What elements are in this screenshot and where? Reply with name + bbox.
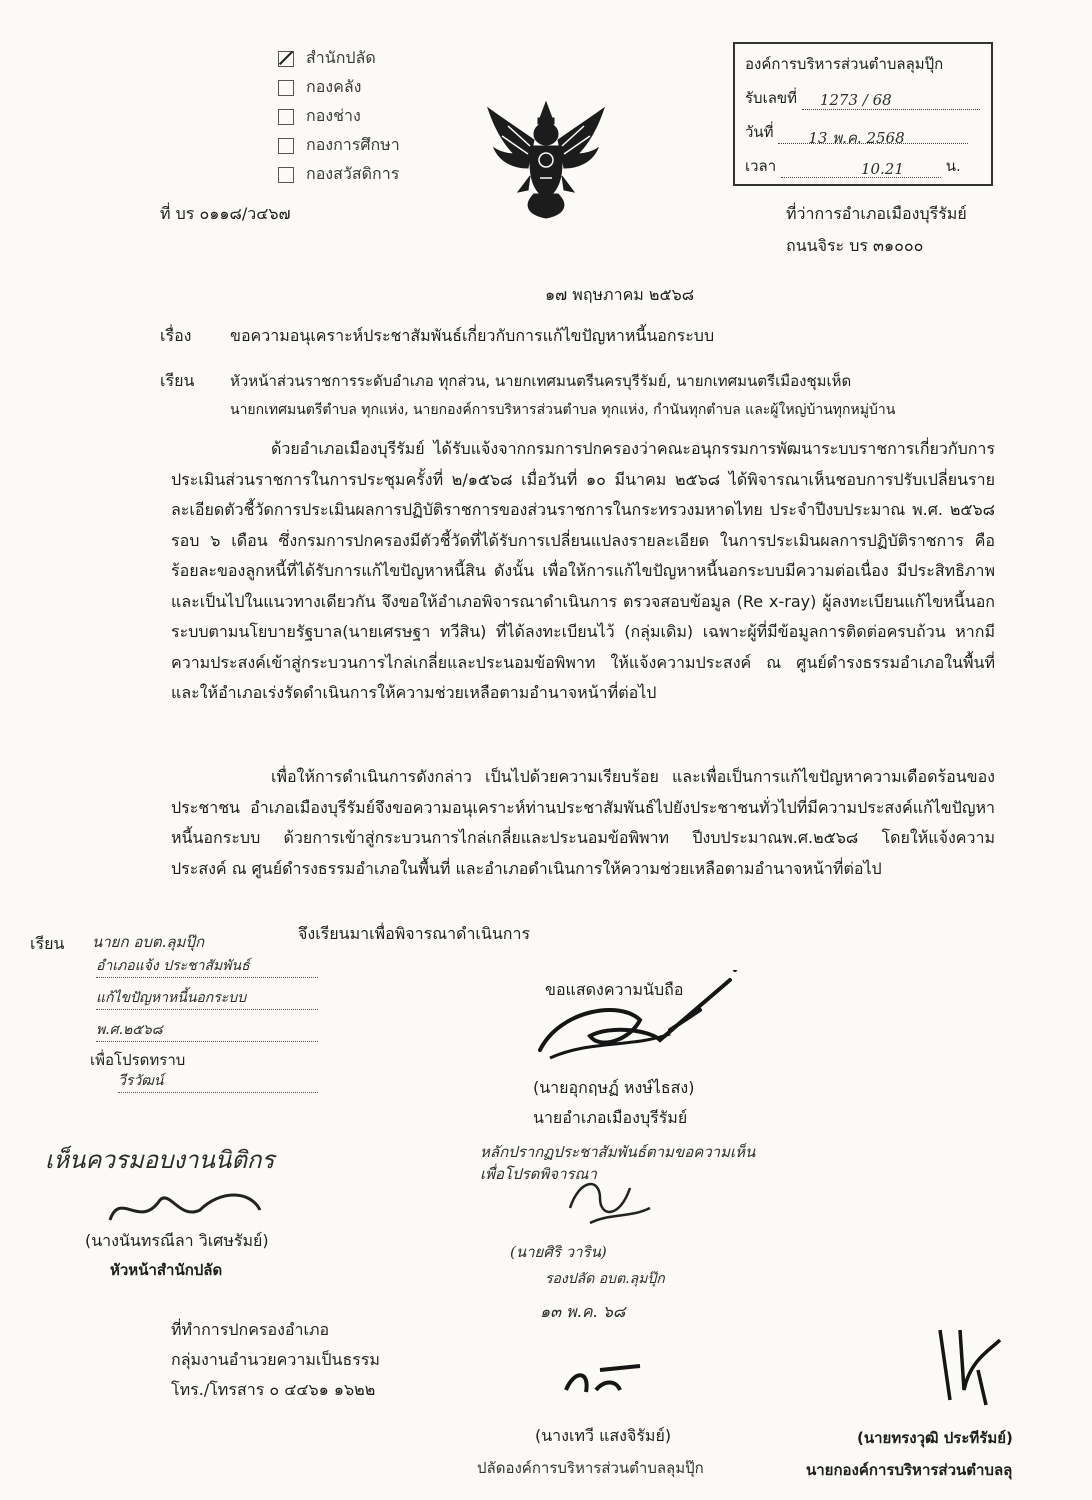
dist-item[interactable] xyxy=(278,73,400,102)
deputy-name: (นายศิริ วาริน) xyxy=(510,1243,607,1261)
subject-label: เรื่อง xyxy=(160,326,192,345)
receive-stamp xyxy=(733,42,993,186)
note-line: แก้ไขปัญหาหนี้นอกระบบ xyxy=(96,987,318,1010)
stamp-time-value: 10.21 xyxy=(781,160,941,178)
signer-title: นายอำเภอเมืองบุรีรัมย์ xyxy=(533,1108,688,1127)
dist-label: กองคลัง xyxy=(306,77,362,96)
to-label: เรียน xyxy=(160,371,195,390)
checkbox-icon[interactable] xyxy=(278,109,294,125)
palat-title: ปลัดองค์การบริหารส่วนตำบลลุมปุ๊ก xyxy=(477,1459,704,1477)
dist-label: กองช่าง xyxy=(306,106,361,125)
stamp-date-value: 13 พ.ค. 2568 xyxy=(778,126,968,144)
note-heading: เรียน xyxy=(30,934,65,953)
checkbox-icon[interactable] xyxy=(278,80,294,96)
note-line: นายก อบต.ลุมปุ๊ก xyxy=(92,933,205,951)
body-paragraph-1: ด้วยอำเภอเมืองบุรีรัมย์ ได้รับแจ้งจากกรมการปกครองว่าคณะอนุกรรมการพัฒนาระบบราชการเกี่ยวกับการประเมินส่วนราชการในการประชุมครั้งที่ ๒/๑๕๖๘ เมื่อวันที่ ๑๐ มีนาคม ๒๕๖๘ ได้พิจารณาเห็นชอบการปรับเปลี่ยนรายละเอียดตัวชี้วัดการประเมินผลการปฏิบัติราชการของส่วนราชการในกระทรวงมหาดไทย ประจำปีงบประมาณ พ.ศ. ๒๕๖๘ รอบ ๖ เดือน ซึ่งกรมการปกครองมีตัวชี้วัดที่ได้รับการเปลี่ยนแปลงรายละเอียด ในการประเมินผลการปฏิบัติราชการ คือ ร้อยละของลูกหนี้ที่ได้รับการแก้ไขปัญหาหนี้สิน ดังนั้น เพื่อให้การแก้ไขปัญหาหนี้นอกระบบมีความต่อเนื่อง มีประสิทธิภาพ และเป็นไปในแนวทางเดียวกัน จึงขอให้อำเภอพิจารณาดำเนินการ ตรวจสอบข้อมูล (Re x-ray) ผู้ลงทะเบียนแก้ไขหนี้นอกระบบตามนโยบายรัฐบาล(นายเศรษฐา ทวีสิน) ที่ได้ลงทะเบียนไว้ (กลุ่มเดิม) เฉพาะผู้ที่มีข้อมูลการติดต่อครบถ้วน หากมีความประสงค์เข้าสู่กระบวนการไกล่เกลี่ยและประนอมข้อพิพาท ให้แจ้งความประสงค์ ณ ศูนย์ดำรงธรรมอำเภอในพื้นที่ และให้อำเภอเร่งรัดดำเนินการให้ความช่วยเหลือตามอำนาจหน้าที่ต่อไป xyxy=(171,439,995,702)
deputy-note-line: เพื่อโปรดพิจารณา xyxy=(480,1165,597,1183)
head-clerk-name: (นางนันทรณีลา วิเศษรัมย์) xyxy=(85,1231,269,1250)
contact-office: ที่ทำการปกครองอำเภอ xyxy=(171,1320,330,1339)
stamp-receive-label: รับเลขที่ xyxy=(745,89,798,107)
stamp-org: องค์การบริหารส่วนตำบลลุมปุ๊ก xyxy=(745,55,944,73)
distribution-list xyxy=(278,44,400,189)
checkbox-checked-icon[interactable] xyxy=(278,51,294,67)
stamp-date-label: วันที่ xyxy=(745,123,774,141)
stamp-time-unit: น. xyxy=(945,157,961,175)
mayor-name: (นายทรงวุฒิ ประทีรัมย์) xyxy=(857,1429,1013,1447)
head-clerk-title: หัวหน้าสำนักปลัด xyxy=(110,1261,223,1279)
contact-phone: โทร./โทรสาร ๐ ๔๔๖๑ ๑๖๒๒ xyxy=(171,1380,376,1399)
palat-signature xyxy=(560,1360,650,1410)
deputy-date: ๑๓ พ.ค. ๖๘ xyxy=(540,1302,626,1321)
to-line-1: หัวหน้าส่วนราชการระดับอำเภอ ทุกส่วน, นายกเทศมนตรีนครบุรีรัมย์, นายกเทศมนตรีเมืองชุมเห็ด xyxy=(230,372,852,390)
dist-item[interactable] xyxy=(278,102,400,131)
deputy-note-line: หลักปรากฏประชาสัมพันธ์ตามขอความเห็น xyxy=(480,1143,756,1161)
middle-note: เห็นควรมอบงานนิติกร xyxy=(45,1146,275,1174)
stamp-receive-value: 1273 / 68 xyxy=(802,91,980,110)
deputy-signature xyxy=(560,1168,660,1228)
note-line: เพื่อโปรดทราบ xyxy=(90,1051,186,1069)
mayor-signature xyxy=(930,1320,1020,1410)
note-line: อำเภอแจ้ง ประชาสัมพันธ์ xyxy=(96,955,318,978)
palat-name: (นางเทวี แสงจิรัมย์) xyxy=(535,1426,672,1445)
mayor-title: นายกองค์การบริหารส่วนตำบลลุ xyxy=(806,1461,1013,1479)
body-paragraph-2: เพื่อให้การดำเนินการดังกล่าว เป็นไปด้วยความเรียบร้อย และเพื่อเป็นการแก้ไขปัญหาความเดือดร้อนของประชาชน อำเภอเมืองบุรีรัมย์จึงขอความอนุเคราะห์ท่านประชาสัมพันธ์ไปยังประชาชนทั่วไปที่มีความประสงค์แก้ไขปัญหาหนี้นอกระบบ ด้วยการเข้าสู่กระบวนการไกล่เกลี่ยและประนอมข้อพิพาท ปีงบประมาณพ.ศ.๒๕๖๘ โดยให้แจ้งความประสงค์ ณ ศูนย์ดำรงธรรมอำเภอในพื้นที่ และอำเภอดำเนินการให้ความช่วยเหลือตามอำนาจหน้าที่ต่อไป xyxy=(171,767,995,878)
note-line: วีรวัฒน์ xyxy=(118,1070,318,1093)
checkbox-icon[interactable] xyxy=(278,167,294,183)
closing-text: จึงเรียนมาเพื่อพิจารณาดำเนินการ xyxy=(298,924,531,943)
deputy-title: รองปลัด อบต.ลุมปุ๊ก xyxy=(545,1271,665,1287)
dist-label: สำนักปลัด xyxy=(306,48,376,67)
checkbox-icon[interactable] xyxy=(278,138,294,154)
garuda-emblem-icon xyxy=(484,96,608,220)
ref-number: ที่ บร ๐๑๑๘/ว๔๖๗ xyxy=(160,204,291,223)
dist-label: กองสวัสดิการ xyxy=(306,164,400,183)
dist-label: กองการศึกษา xyxy=(306,135,400,154)
letter-date: ๑๗ พฤษภาคม ๒๕๖๘ xyxy=(545,285,695,304)
stamp-time-label: เวลา xyxy=(745,157,777,175)
note-line: พ.ศ.๒๕๖๘ xyxy=(96,1019,318,1042)
regards-text: ขอแสดงความนับถือ xyxy=(545,980,684,999)
sender-address: ถนนจิระ บร ๓๑๐๐๐ xyxy=(786,236,924,255)
district-chief-signature xyxy=(530,970,750,1080)
dist-item[interactable] xyxy=(278,44,400,73)
subject: ขอความอนุเคราะห์ประชาสัมพันธ์เกี่ยวกับการแก้ไขปัญหาหนี้นอกระบบ xyxy=(230,326,715,345)
signer-name: (นายอุกฤษฏ์ หงษ์ไธสง) xyxy=(533,1078,695,1097)
contact-group: กลุ่มงานอำนวยความเป็นธรรม xyxy=(171,1350,380,1369)
dist-item[interactable] xyxy=(278,160,400,189)
to-line-2: นายกเทศมนตรีตำบล ทุกแห่ง, นายกองค์การบริหารส่วนตำบล ทุกแห่ง, กำนันทุกตำบล และผู้ใหญ่บ้านทุกหมู่บ้าน xyxy=(230,402,896,418)
sender-office: ที่ว่าการอำเภอเมืองบุรีรัมย์ xyxy=(786,204,967,223)
dist-item[interactable] xyxy=(278,131,400,160)
